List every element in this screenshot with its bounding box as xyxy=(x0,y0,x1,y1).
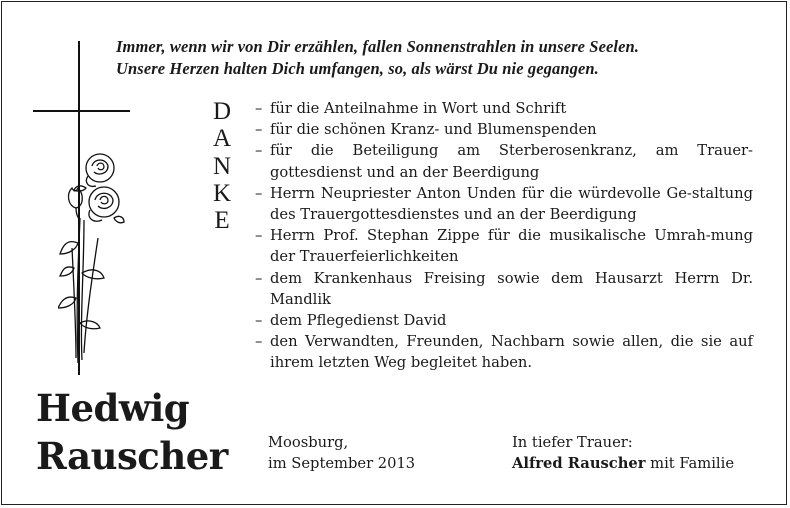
thanks-list xyxy=(255,98,753,374)
list-item: – Herrn Prof. Stephan Zippe für die musikalische Umrah-mung der Trauerfeierlichkeiten xyxy=(255,225,753,267)
list-item: – für die Anteilnahme in Wort und Schrift xyxy=(255,98,753,119)
quote-line: Immer, wenn wir von Dir erzählen, fallen Sonnenstrahlen in unsere Seelen. xyxy=(116,37,640,56)
danke-letter: D xyxy=(212,98,232,125)
mourner-suffix: mit Familie xyxy=(645,455,735,473)
town: Moosburg, xyxy=(268,434,349,451)
date: im September 2013 xyxy=(268,455,416,473)
memorial-quote xyxy=(116,36,776,80)
mourner-name: Alfred Rauscher xyxy=(512,455,646,473)
cross-beam xyxy=(33,110,130,112)
list-item: – dem Krankenhaus Freising sowie dem Hausarzt Herrn Dr. Mandlik xyxy=(255,268,753,310)
mourners-label: In tiefer Trauer: xyxy=(512,434,633,451)
list-item: – den Verwandten, Freunden, Nachbarn sowie allen, die sie auf ihrem letzten Weg begleitet haben. xyxy=(255,331,753,373)
danke-letter: A xyxy=(212,125,232,153)
list-item: – für die schönen Kranz- und Blumenspenden xyxy=(255,119,753,140)
list-item: – für die Beteiligung am Sterberosenkranz, am Trauer-gottesdienst und an der Beerdigung xyxy=(255,140,753,182)
list-item: – Herrn Neupriester Anton Unden für die würdevolle Ge-staltung des Trauergottesdienstes und an der Beerdigung xyxy=(255,183,753,225)
quote-line: Unsere Herzen halten Dich umfangen, so, als wärst Du nie gegangen. xyxy=(116,59,599,78)
mourners-line xyxy=(512,453,734,474)
roses-icon xyxy=(58,148,128,368)
last-name: Rauscher xyxy=(36,434,228,478)
first-name: Hedwig xyxy=(36,386,190,430)
danke-vertical xyxy=(205,98,239,234)
list-item: – dem Pflegedienst David xyxy=(255,310,753,331)
danke-letter: N xyxy=(212,152,232,180)
danke-letter: K xyxy=(212,179,232,207)
deceased-name xyxy=(36,384,228,480)
place-date xyxy=(268,432,415,474)
mourners-block xyxy=(512,432,734,474)
danke-letter: E xyxy=(214,207,230,235)
